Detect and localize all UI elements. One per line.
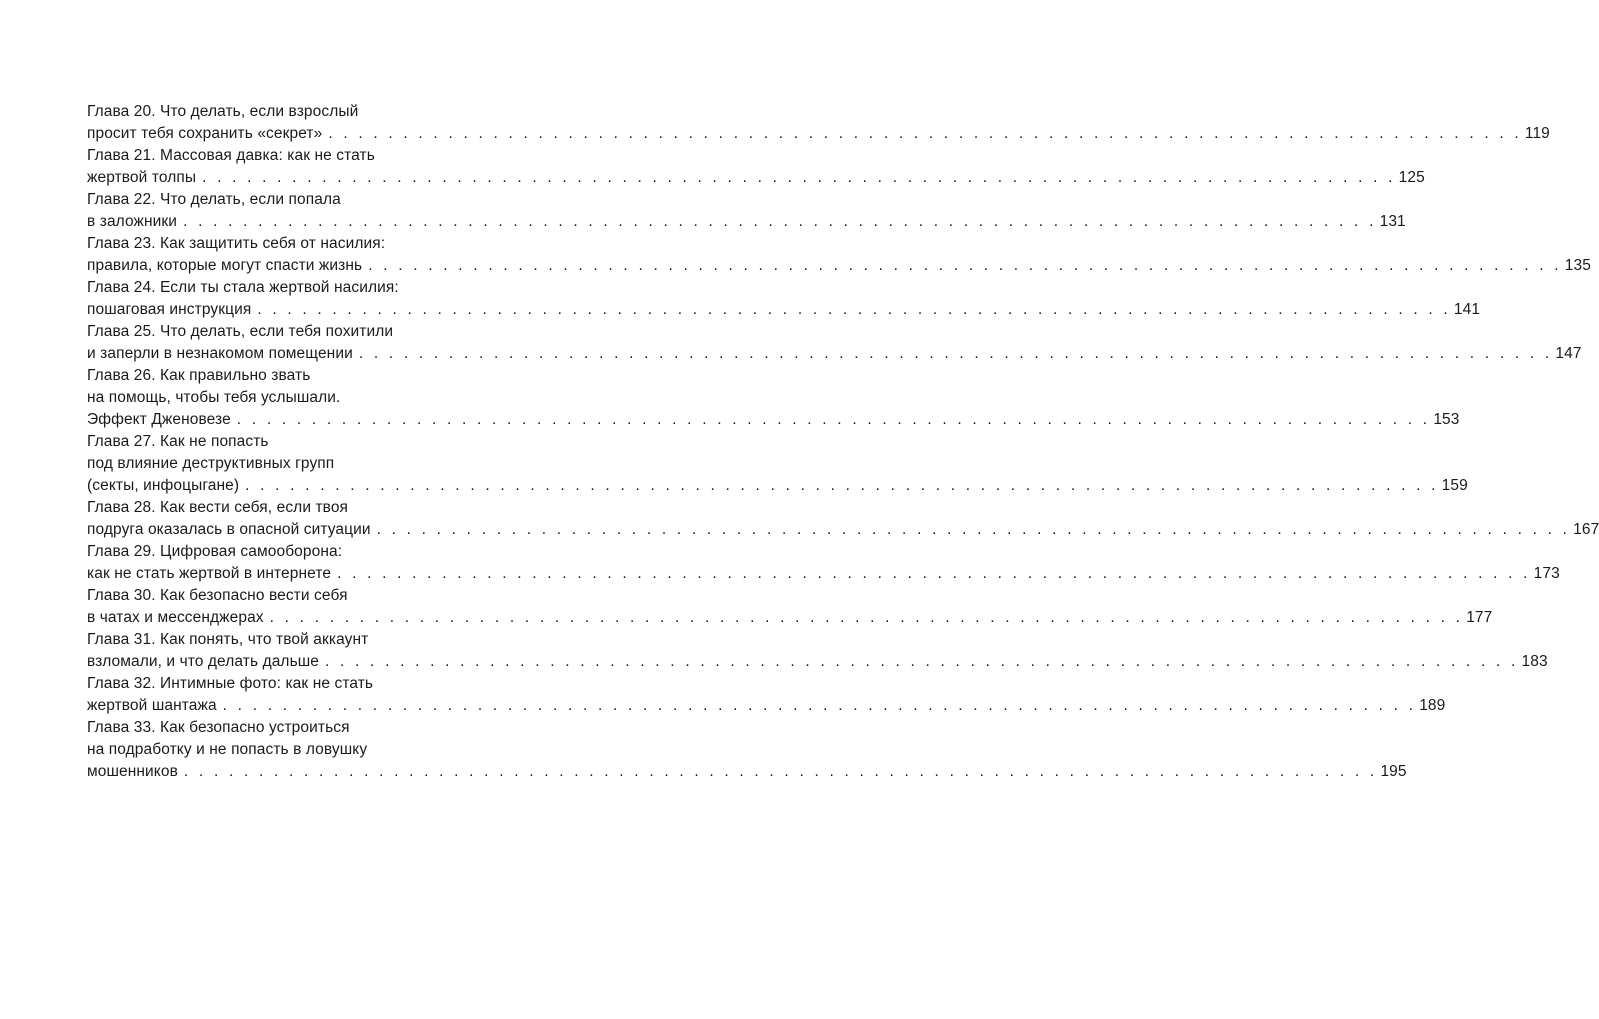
- toc-page-number: 177: [1466, 609, 1493, 626]
- toc-entry-text: на помощь, чтобы тебя услышали.: [87, 389, 341, 406]
- toc-page-number: 167: [1573, 521, 1599, 538]
- toc-entry-text: как не стать жертвой в интернете: [87, 565, 332, 582]
- toc-entry: [87, 189, 1406, 233]
- toc-entry-text: Глава 29. Цифровая самооборона:: [87, 543, 343, 560]
- toc-page-number: 141: [1453, 301, 1481, 318]
- dot-leader: . . . . . . . . . . . . . . . . . . . . . . . . . . . . . . . . . . . . . . . . . . . . . . . . . . . . . . . . . . . . . . . . . . . . . . . . . . . . . . . .: [269, 609, 1464, 626]
- toc-entry-line: [87, 585, 465, 607]
- toc-entry-line: [87, 123, 1550, 145]
- dot-leader: . . . . . . . . . . . . . . . . . . . . . . . . . . . . . . . . . . . . . . . . . . . . . . . . . . . . . . . . . . . . . . . . . . . . . . . . . . . . . . . .: [358, 345, 1553, 362]
- dot-leader: . . . . . . . . . . . . . . . . . . . . . . . . . . . . . . . . . . . . . . . . . . . . . . . . . . . . . . . . . . . . . . . . . . . . . . . . . . . . . . . .: [368, 257, 1562, 274]
- toc-entry-line: [87, 607, 1493, 629]
- toc-entry: [87, 717, 1407, 783]
- toc-entry-text: Глава 30. Как безопасно вести себя: [87, 587, 348, 604]
- toc-entry-line: [87, 563, 1560, 585]
- toc-entry-text: взломали, и что делать дальше: [87, 653, 320, 670]
- toc-page-number: 183: [1521, 653, 1548, 670]
- toc-entry-text: Глава 24. Если ты стала жертвой насилия:: [87, 279, 399, 296]
- toc-entry-line: [87, 343, 1582, 365]
- toc-entry-line: [87, 717, 465, 739]
- toc-entry-line: [87, 651, 1548, 673]
- toc-entry: [87, 673, 1446, 717]
- toc-entry-text: Глава 31. Как понять, что твой аккаунт: [87, 631, 369, 648]
- toc-page-number: 131: [1379, 213, 1406, 230]
- table-of-contents: [87, 101, 1599, 783]
- toc-entry: [87, 629, 1548, 673]
- toc-entry-line: [87, 695, 1446, 717]
- toc-entry-text: жертвой шантажа: [87, 697, 217, 714]
- toc-entry-text: Глава 26. Как правильно звать: [87, 367, 311, 384]
- toc-entry-line: [87, 629, 465, 651]
- dot-leader: . . . . . . . . . . . . . . . . . . . . . . . . . . . . . . . . . . . . . . . . . . . . . . . . . . . . . . . . . . . . . . . . . . . . . . . . . . . . . . . .: [337, 565, 1531, 582]
- toc-entry: [87, 145, 1425, 189]
- toc-entry-line: [87, 497, 465, 519]
- toc-page-number: 195: [1380, 763, 1407, 780]
- toc-entry-text: пошаговая инструкция: [87, 301, 252, 318]
- toc-entry: [87, 101, 1550, 145]
- toc-entry-line: [87, 761, 1407, 783]
- toc-entry-line: [87, 475, 1468, 497]
- dot-leader: . . . . . . . . . . . . . . . . . . . . . . . . . . . . . . . . . . . . . . . . . . . . . . . . . . . . . . . . . . . . . . . . . . . . . . . . . . . . . . . .: [328, 125, 1522, 142]
- toc-entry-line: [87, 453, 465, 475]
- toc-entry-text: жертвой толпы: [87, 169, 197, 186]
- dot-leader: . . . . . . . . . . . . . . . . . . . . . . . . . . . . . . . . . . . . . . . . . . . . . . . . . . . . . . . . . . . . . . . . . . . . . . . . . . . . . . . .: [183, 763, 1378, 780]
- dot-leader: . . . . . . . . . . . . . . . . . . . . . . . . . . . . . . . . . . . . . . . . . . . . . . . . . . . . . . . . . . . . . . . . . . . . . . . . . . . . . . . .: [325, 653, 1519, 670]
- dot-leader: . . . . . . . . . . . . . . . . . . . . . . . . . . . . . . . . . . . . . . . . . . . . . . . . . . . . . . . . . . . . . . . . . . . . . . . . . . . . . . . .: [245, 477, 1439, 494]
- toc-entry-line: [87, 321, 465, 343]
- toc-entry: [87, 497, 1599, 541]
- toc-entry-text: в чатах и мессенджерах: [87, 609, 264, 626]
- toc-entry-text: (секты, инфоцыгане): [87, 477, 240, 494]
- toc-entry-line: [87, 189, 465, 211]
- toc-page-number: 173: [1533, 565, 1560, 582]
- toc-entry-text: Глава 32. Интимные фото: как не стать: [87, 675, 374, 692]
- toc-entry-text: под влияние деструктивных групп: [87, 455, 335, 472]
- toc-entry-line: [87, 673, 465, 695]
- toc-entry-line: [87, 409, 1460, 431]
- toc-entry-text: Глава 28. Как вести себя, если твоя: [87, 499, 349, 516]
- toc-entry-text: Глава 25. Что делать, если тебя похитили: [87, 323, 394, 340]
- toc-entry-text: Эффект Дженовезе: [87, 411, 231, 428]
- dot-leader: . . . . . . . . . . . . . . . . . . . . . . . . . . . . . . . . . . . . . . . . . . . . . . . . . . . . . . . . . . . . . . . . . . . . . . . . . . . . . . . .: [257, 301, 1451, 318]
- toc-page-number: 125: [1398, 169, 1425, 186]
- toc-entry-line: [87, 299, 1481, 321]
- toc-entry-text: просит тебя сохранить «секрет»: [87, 125, 323, 142]
- toc-entry-text: Глава 27. Как не попасть: [87, 433, 269, 450]
- toc-entry-text: мошенников: [87, 763, 178, 780]
- toc-entry-line: [87, 277, 465, 299]
- toc-entry: [87, 233, 1591, 277]
- toc-entry-text: в заложники: [87, 213, 178, 230]
- toc-entry-text: Глава 23. Как защитить себя от насилия:: [87, 235, 386, 252]
- toc-entry-text: правила, которые могут спасти жизнь: [87, 257, 363, 274]
- toc-entry: [87, 585, 1493, 629]
- toc-entry-text: подруга оказалась в опасной ситуации: [87, 521, 371, 538]
- toc-entry-text: Глава 20. Что делать, если взрослый: [87, 103, 359, 120]
- toc-entry-line: [87, 233, 465, 255]
- toc-page-number: 119: [1524, 125, 1550, 142]
- toc-entry-text: на подработку и не попасть в ловушку: [87, 741, 368, 758]
- toc-entry-line: [87, 519, 1599, 541]
- toc-entry-line: [87, 431, 465, 453]
- toc-page-number: 159: [1441, 477, 1468, 494]
- dot-leader: . . . . . . . . . . . . . . . . . . . . . . . . . . . . . . . . . . . . . . . . . . . . . . . . . . . . . . . . . . . . . . . . . . . . . . . . . . . . . . . .: [222, 697, 1417, 714]
- toc-entry-line: [87, 211, 1406, 233]
- toc-entry: [87, 431, 1468, 497]
- toc-entry: [87, 277, 1481, 321]
- toc-entry-text: Глава 33. Как безопасно устроиться: [87, 719, 350, 736]
- toc-entry-text: Глава 21. Массовая давка: как не стать: [87, 147, 375, 164]
- dot-leader: . . . . . . . . . . . . . . . . . . . . . . . . . . . . . . . . . . . . . . . . . . . . . . . . . . . . . . . . . . . . . . . . . . . . . . . . . . . . . . . .: [376, 521, 1571, 538]
- dot-leader: . . . . . . . . . . . . . . . . . . . . . . . . . . . . . . . . . . . . . . . . . . . . . . . . . . . . . . . . . . . . . . . . . . . . . . . . . . . . . . . .: [183, 213, 1377, 230]
- toc-page-number: 189: [1419, 697, 1446, 714]
- toc-page-number: 153: [1433, 411, 1460, 428]
- toc-entry-line: [87, 541, 465, 563]
- toc-entry: [87, 541, 1560, 585]
- toc-entry-text: и заперли в незнакомом помещении: [87, 345, 353, 362]
- toc-entry-text: Глава 22. Что делать, если попала: [87, 191, 341, 208]
- toc-entry-line: [87, 145, 465, 167]
- toc-entry-line: [87, 101, 465, 123]
- toc-page-number: 135: [1564, 257, 1591, 274]
- toc-page-number: 147: [1555, 345, 1582, 362]
- toc-entry: [87, 321, 1582, 365]
- toc-entry-line: [87, 365, 465, 387]
- toc-entry-line: [87, 167, 1425, 189]
- toc-entry: [87, 365, 1460, 431]
- toc-entry-line: [87, 387, 465, 409]
- toc-entry-line: [87, 739, 465, 761]
- toc-entry-line: [87, 255, 1591, 277]
- dot-leader: . . . . . . . . . . . . . . . . . . . . . . . . . . . . . . . . . . . . . . . . . . . . . . . . . . . . . . . . . . . . . . . . . . . . . . . . . . . . . . . .: [202, 169, 1396, 186]
- dot-leader: . . . . . . . . . . . . . . . . . . . . . . . . . . . . . . . . . . . . . . . . . . . . . . . . . . . . . . . . . . . . . . . . . . . . . . . . . . . . . . . .: [236, 411, 1431, 428]
